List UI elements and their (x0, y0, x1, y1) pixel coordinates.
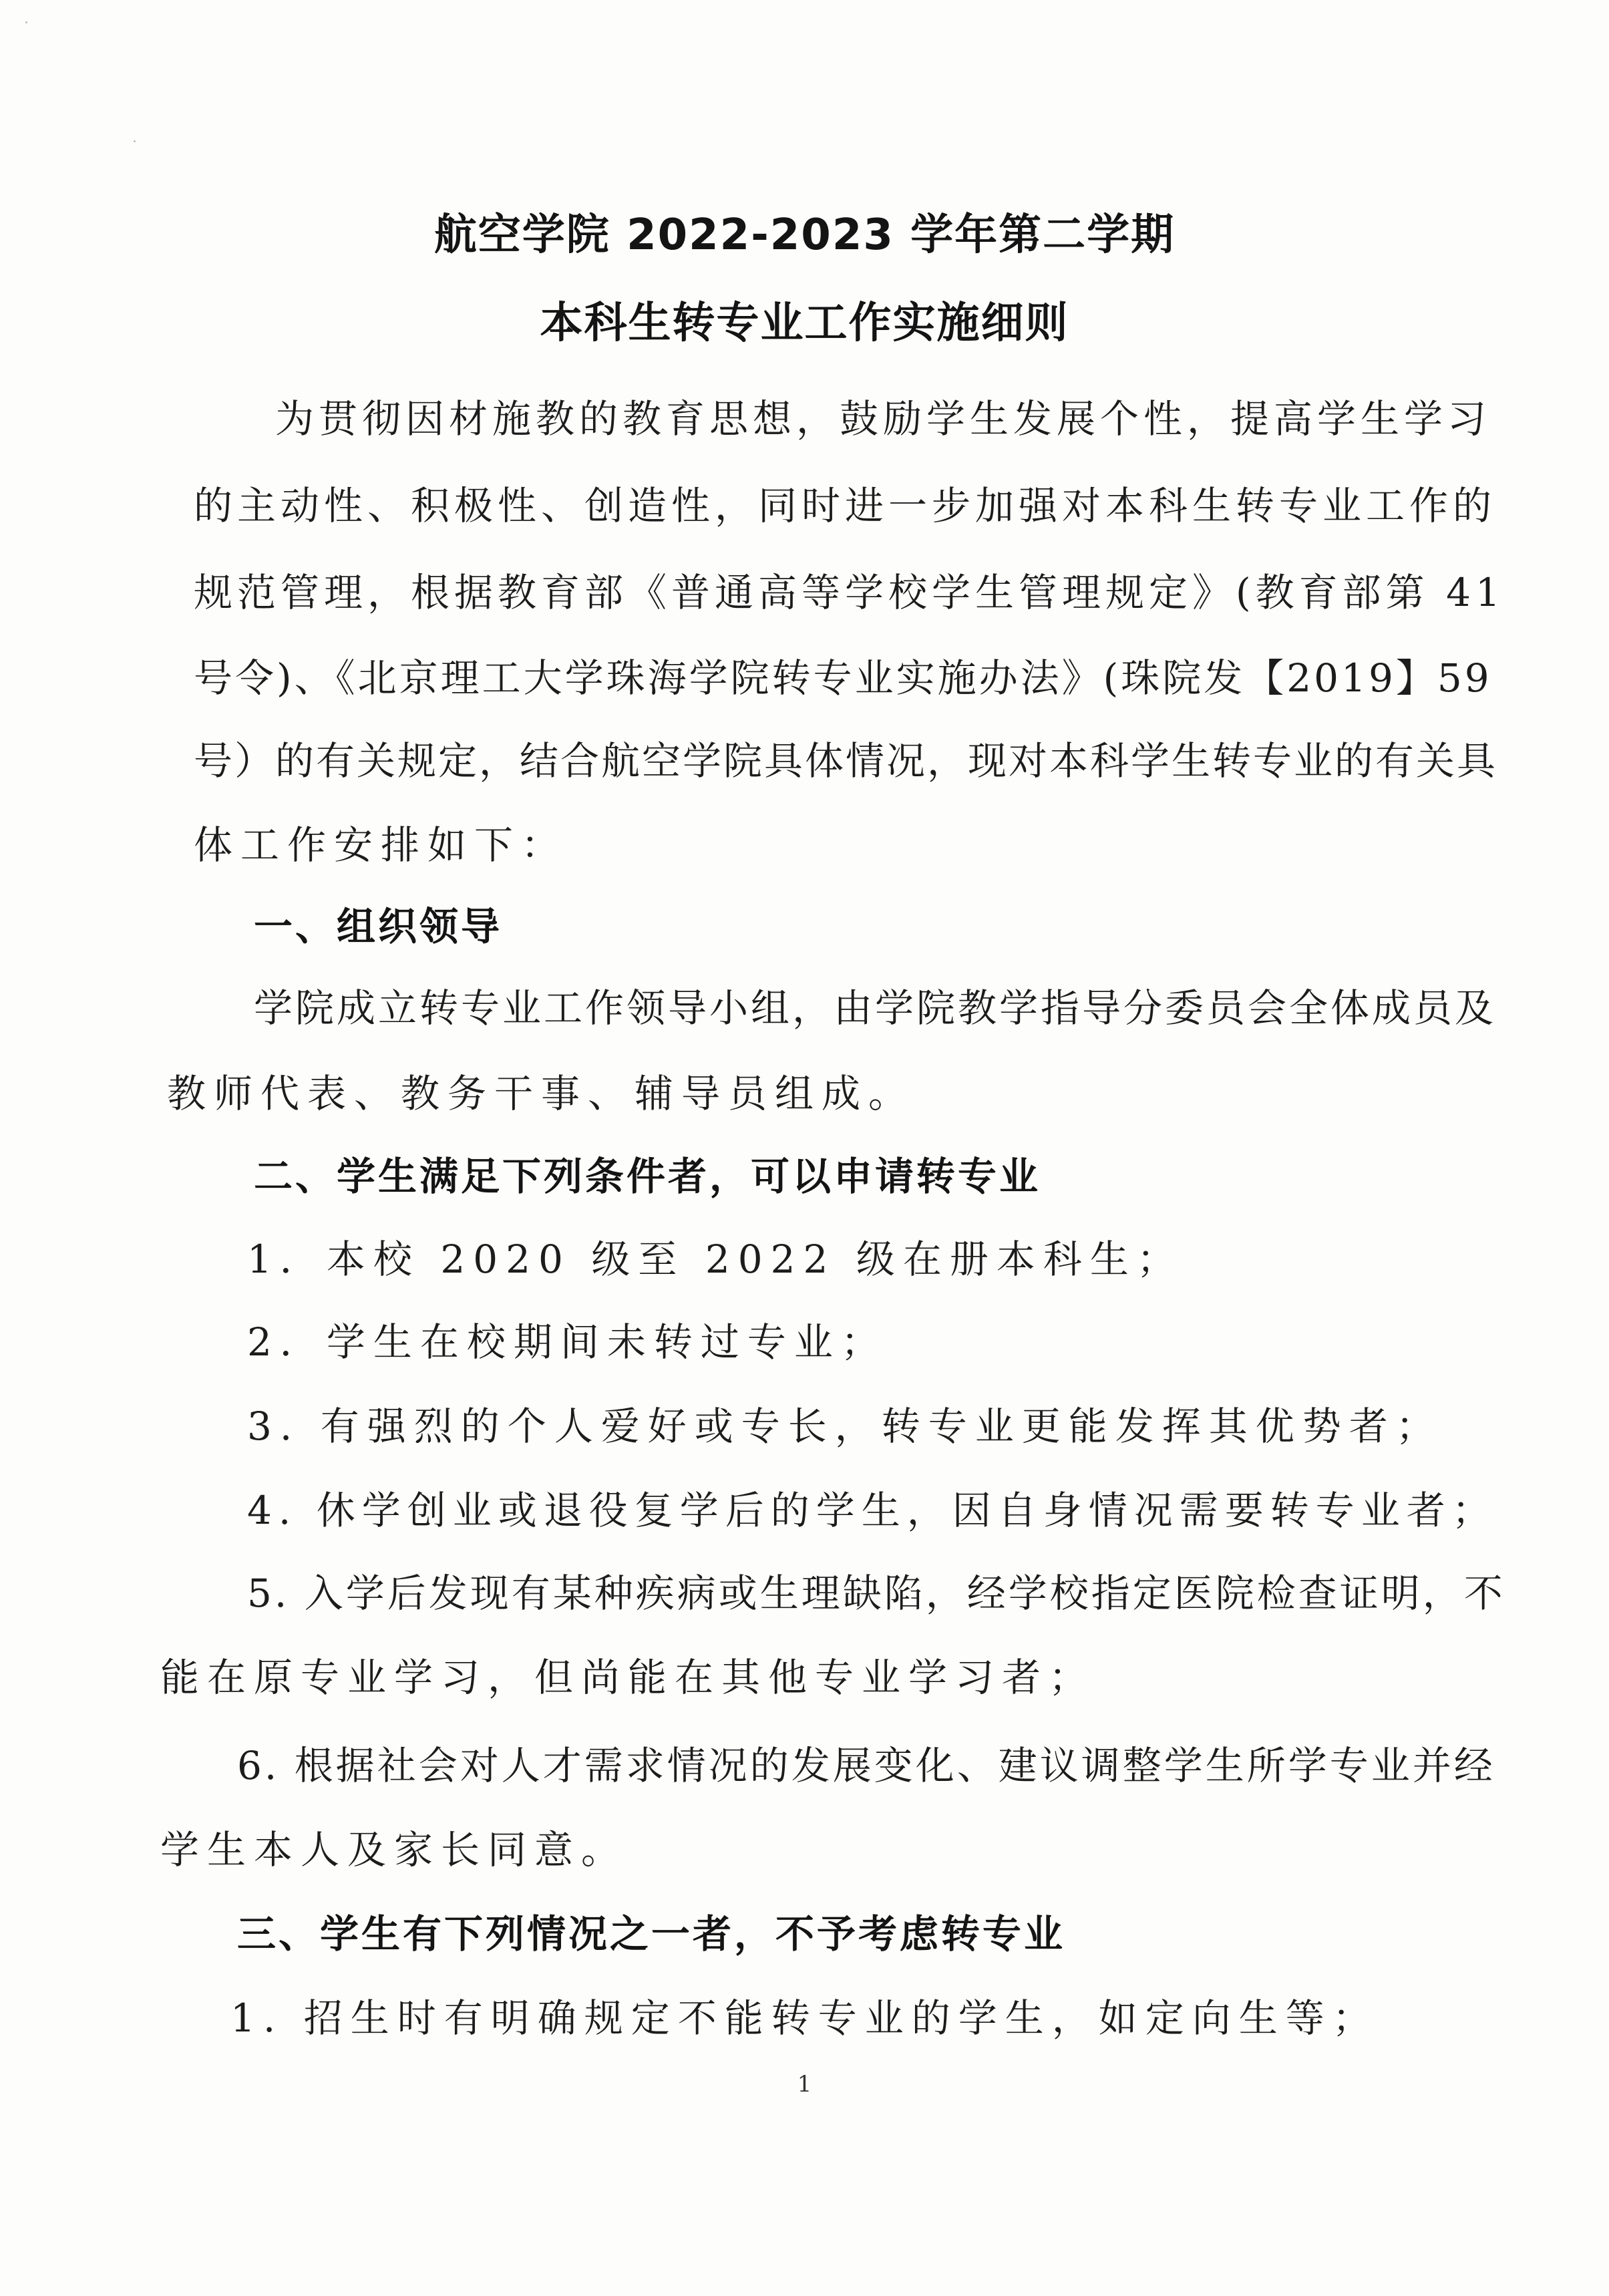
document-title-line-1: 航空学院 2022-2023 学年第二学期 (433, 210, 1176, 260)
section1-line: 学院成立转专业工作领导小组，由学院教学指导分委员会全体成员及 (254, 985, 1497, 1031)
scan-speck (134, 140, 136, 142)
section2-line: 3. 有强烈的个人爱好或专长，转专业更能发挥其优势者； (247, 1404, 1443, 1449)
section-heading-1: 一、组织领导 (254, 904, 503, 949)
section3-line: 1. 招生时有明确规定不能转专业的学生，如定向生等； (230, 1995, 1379, 2041)
page-number: 1 (797, 2071, 812, 2098)
document-title-line-2: 本科生转专业工作实施细则 (540, 299, 1069, 348)
section2-line: 学生本人及家长同意。 (160, 1827, 629, 1872)
section2-line: 4. 休学创业或退役复学后的学生，因自身情况需要转专业者； (247, 1488, 1497, 1533)
scan-speck (25, 21, 27, 23)
section2-line: 5. 入学后发现有某种疾病或生理缺陷，经学校指定医院检查证明，不 (247, 1571, 1505, 1616)
section2-line: 6. 根据社会对人才需求情况的发展变化、建议调整学生所学专业并经 (237, 1743, 1495, 1788)
intro-line: 的主动性、积极性、创造性，同时进一步加强对本科生转专业工作的 (194, 483, 1497, 528)
section1-line: 教师代表、教务干事、辅导员组成。 (167, 1071, 916, 1116)
intro-line: 规范管理，根据教育部《普通高等学校学生管理规定》(教育部第 41 (194, 570, 1505, 615)
intro-line: 为贯彻因材施教的教育思想，鼓励学生发展个性，提高学生学习 (275, 396, 1491, 442)
section-heading-3: 三、学生有下列情况之一者，不予考虑转专业 (237, 1911, 1066, 1957)
section2-line: 能在原专业学习，但尚能在其他专业学习者； (160, 1655, 1096, 1700)
section-heading-2: 二、学生满足下列条件者，可以申请转专业 (254, 1154, 1041, 1199)
section2-line: 1．本校 2020 级至 2022 级在册本科生； (247, 1237, 1184, 1282)
intro-line: 体工作安排如下： (194, 822, 568, 868)
intro-line: 号）的有关规定，结合航空学院具体情况，现对本科学生转专业的有关具 (194, 738, 1498, 784)
intro-line: 号令)、《北京理工大学珠海学院转专业实施办法》(珠院发【2019】59 (194, 655, 1492, 701)
section2-line: 2．学生在校期间未转过专业； (247, 1319, 888, 1365)
